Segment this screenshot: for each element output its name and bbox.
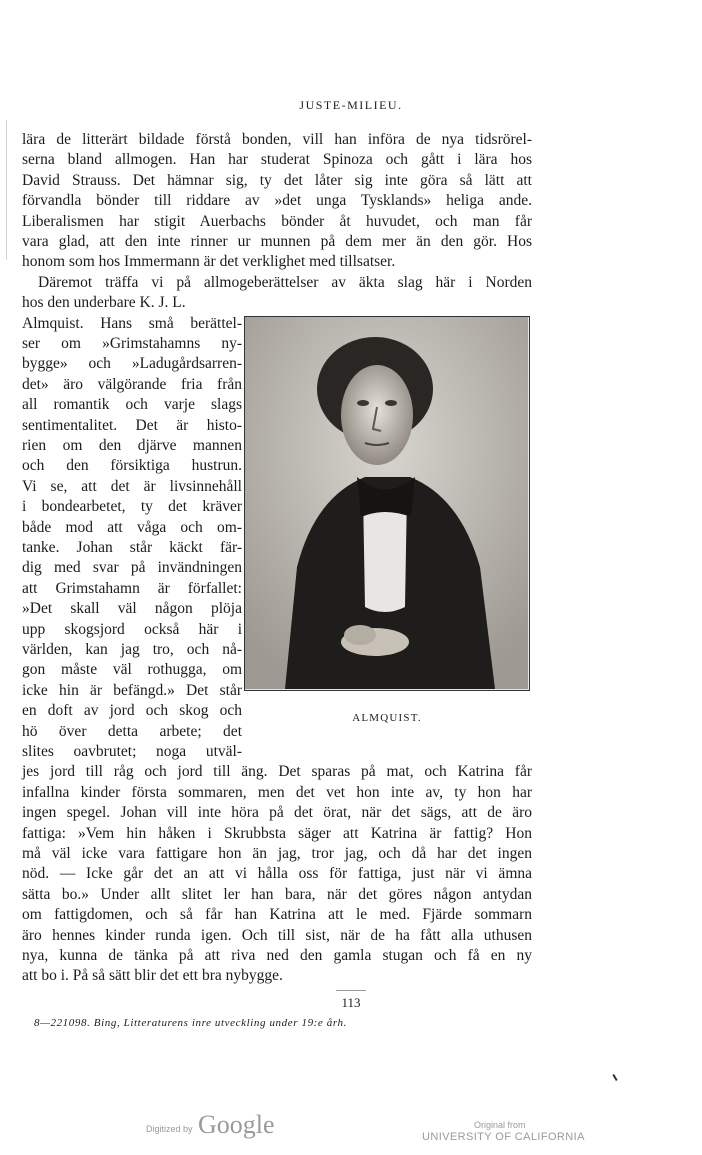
text-line: jes jord till råg och jord till äng. Det sparas på mat, och Katrina får [22,763,532,781]
text-line: ser om »Grimstahamns ny- [22,335,242,352]
text-line: icke hin är befängd.» Det står [22,681,242,699]
text-line: Liberalismen har stigit Auerbachs bönder åt huvudet, och man får [22,212,532,230]
page-number: 113 [341,995,361,1010]
text-line: Däremot träffa vi på allmogeberättelser av äkta slag här i Norden [38,273,532,291]
running-header: JUSTE-MILIEU. [299,98,403,112]
text-line: tanke. Johan står käckt fär- [22,539,242,556]
text-line: lära de litterärt bildade förstå bonden, vill han införa de nya tidsrörel- [22,131,532,148]
text-line: »Det skall väl någon plöja [22,600,242,618]
printer-signature-line: 8—221098. Bing, Litteraturens inre utveckling under 19:e årh. [34,1017,347,1029]
figure-caption: ALMQUIST. [352,712,422,724]
text-line: gon måste väl rothugga, om [22,661,242,679]
text-line: serna bland allmogen. Han har studerat Spinoza och gått i lära hos [22,151,532,169]
text-line: att bo i. På så sätt blir det ett bra nybygge. [22,967,283,985]
text-line: rien om den djärve mannen [22,437,242,454]
text-line: David Strauss. Det hämnar sig, ty det låter sig inte göra så lätt att [22,171,532,189]
text-line: infallna kinder första sommaren, men det vet hon inte av, ty hon har [22,783,532,801]
original-from-label: Original from [474,1120,526,1130]
text-line: i bondearbetet, ty det kräver [22,498,242,516]
text-line: sentimentalitet. Det är histo- [22,416,242,434]
text-line: nöd. — Icke går det an att vi hålla oss för fattiga, just när vi ämna [22,865,532,883]
google-logo: Google [198,1110,275,1139]
text-line: slites oavbrutet; noga utväl- [22,743,242,760]
text-line: det» äro välgörande fria från [22,375,242,393]
page-number-rule [336,990,366,991]
stray-mark [612,1074,617,1081]
text-line: om fattigdomen, och så får han Katrina att le med. Fjärde sommarn [22,906,532,924]
text-line: både mod att våga och om- [22,518,242,536]
text-line: hos den underbare K. J. L. [22,294,186,312]
text-line: sätta bo.» Under allt slitet ler han bara, när det göres någon antydan [22,885,532,903]
portrait-image [245,317,528,689]
text-line: ingen spegel. Johan vill inte höra på det örat, när det sägs, att de äro [22,804,532,822]
text-line: att Grimstahamn är förfallet: [22,579,242,597]
text-line: äro hennes kinder runda igen. Och till sist, när de ha fått alla uthusen [22,926,532,944]
digitized-by-label: Digitized by [146,1124,193,1134]
institution-label: UNIVERSITY OF CALIFORNIA [422,1131,585,1143]
text-line: en doft av jord och skog och [22,702,242,720]
text-line: honom som hos Immermann är det verklighet med tillsatser. [22,253,396,271]
text-line: upp skogsjord också här i [22,620,242,638]
text-line: Vi se, att det är livsinnehåll [22,477,242,495]
text-line: förvandla bönder till riddare av »det unga Tysklands» heliga ande. [22,192,532,210]
text-line: dig med svar på invändningen [22,559,242,577]
text-line: nya, kunna de tänka på att riva ned den gamla stugan och få en ny [22,947,532,964]
text-line: vara glad, att den inte rinner ur munnen på dem mer än den gör. Hos [22,233,532,250]
text-line: bygge» och »Ladugårdsarren- [22,355,242,373]
text-line: Almquist. Hans små berättel- [22,314,242,332]
text-line: hö över detta arbete; det [22,722,242,740]
text-line: all romantik och varje slags [22,396,242,414]
text-line: och den försiktiga hustrun. [22,457,242,475]
margin-scan-rule [6,120,7,260]
portrait-figure [244,316,530,691]
text-line: fattiga: »Vem hin håken i Skrubbsta säger att Katrina är fattig? Hon [22,824,532,842]
text-line: världen, kan jag tro, och nå- [22,641,242,658]
text-line: må väl icke vara fattigare hon än jag, tror jag, och då har det ingen [22,845,532,862]
